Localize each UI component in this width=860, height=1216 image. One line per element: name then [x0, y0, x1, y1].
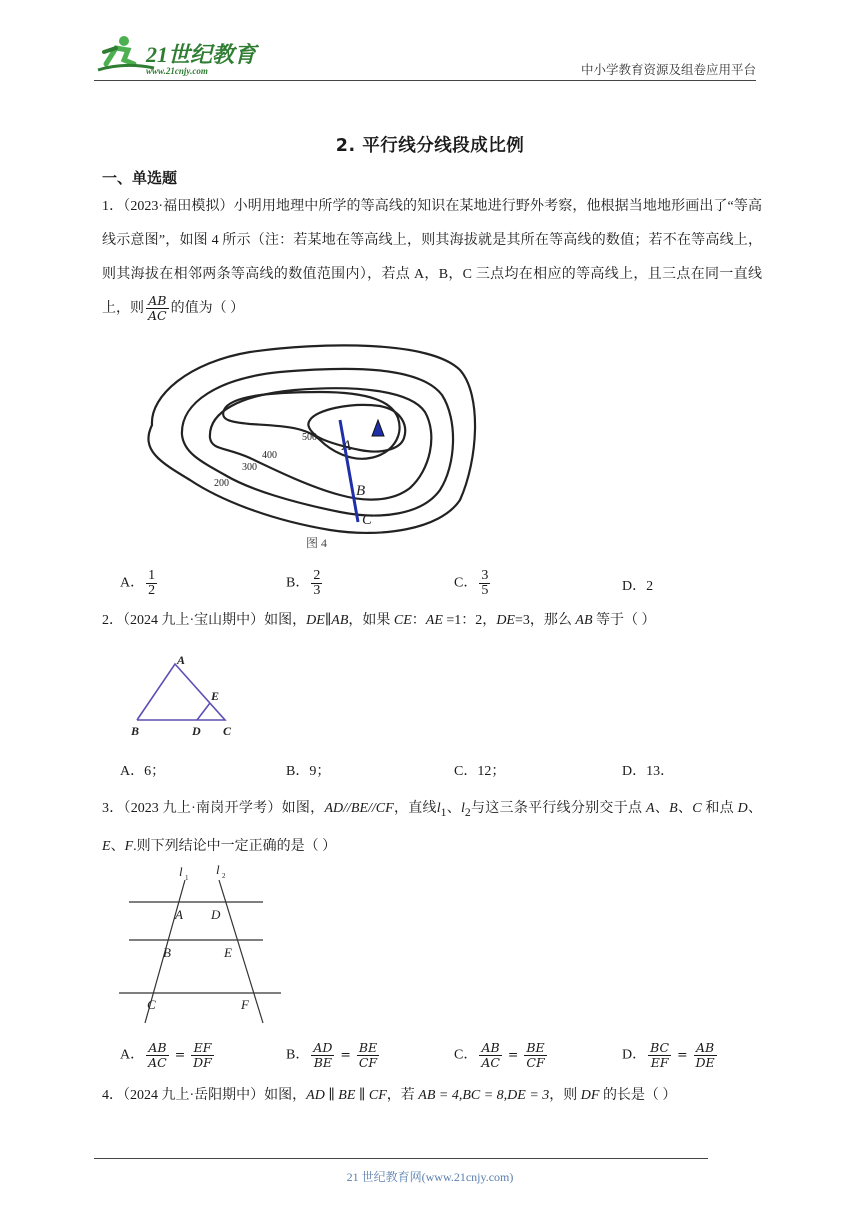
q1-option-c[interactable]: C． $\frac{3}{5}$ — [454, 568, 489, 598]
q2-option-b[interactable]: B．9； — [286, 764, 331, 779]
tri-label-e: E — [211, 689, 220, 703]
pt-label-b: B — [163, 945, 171, 960]
question-3-text: 3．（2023 九上·南岗开学考）如图，AD//BE//CF，直线$l_1$、$l_2$与这三条平行线分别交于点 A、B、C 和点 D、E、F.则下列结论中一定正确的是（ ） — [102, 801, 763, 854]
pt-label-e: E — [224, 945, 232, 960]
contour-map-figure — [130, 340, 510, 555]
line-label-l2-sub: 2 — [222, 872, 226, 880]
triangle-figure — [125, 650, 245, 742]
q1-option-a[interactable]: A． $\frac{1}{2}$ — [120, 568, 156, 598]
question-2-text: 2．（2024 九上·宝山期中）如图，DE∥AB，如果 CE：AE =1：2，DE=3，那么 AB 等于（ ） — [102, 613, 656, 628]
footer-link[interactable]: 21 世纪教育网(www.21cnjy.com) — [346, 1170, 514, 1184]
contour-label-200: 200 — [214, 478, 229, 489]
q3-option-d[interactable]: D． $\frac{BC}{EF}$ = $\frac{AB}{DE}$ — [622, 1040, 715, 1070]
q3-option-a[interactable]: A． $\frac{AB}{AC}$ = $\frac{EF}{DF}$ — [120, 1040, 212, 1070]
tri-label-b: B — [131, 724, 140, 738]
parallel-lines-figure — [115, 858, 285, 1028]
q2-option-a[interactable]: A．6； — [120, 764, 166, 779]
q2-option-c[interactable]: C．12； — [454, 764, 506, 779]
q3-option-c[interactable]: C． $\frac{AB}{AC}$ = $\frac{BE}{CF}$ — [454, 1040, 545, 1070]
figure-caption: 图 4 — [306, 536, 328, 550]
contour-label-400: 400 — [262, 450, 277, 461]
pt-label-f: F — [241, 997, 249, 1012]
line-label-l1-sub: 1 — [185, 874, 189, 882]
point-label-c: C — [362, 512, 373, 528]
fraction-ab-ac: $\frac{AB}{AC}$ — [148, 293, 167, 324]
line-label-l2: l — [216, 862, 220, 877]
tri-label-c: C — [223, 724, 232, 738]
footer-divider — [94, 1158, 708, 1159]
pt-label-a: A — [175, 907, 183, 922]
question-4-text: 4．（2024 九上·岳阳期中）如图，AD ∥ BE ∥ CF，若 AB = 4,BC = 8,DE = 3，则 DF 的长是（ ） — [102, 1088, 677, 1103]
pt-label-c: C — [147, 997, 156, 1012]
q2-option-d[interactable]: D．13． — [622, 764, 675, 779]
logo-url: www.21cnjy.com — [146, 66, 208, 76]
site-logo — [94, 34, 264, 78]
section-heading: 一、单选题 — [102, 169, 178, 187]
header-divider — [94, 80, 756, 81]
q1-option-b[interactable]: B． $\frac{2}{3}$ — [286, 568, 321, 598]
page-title: 2. 平行线分线段成比例 — [335, 136, 525, 156]
logo-text: 21世纪教育 — [146, 42, 257, 67]
pt-label-d: D — [211, 907, 221, 922]
runner-logo-icon — [94, 34, 264, 78]
point-label-a: A — [342, 438, 352, 454]
tri-label-d: D — [192, 724, 201, 738]
tri-label-a: A — [177, 653, 186, 667]
point-label-b: B — [356, 483, 366, 499]
contour-label-500: 500 — [302, 432, 317, 443]
question-1-text: 1．（2023·福田模拟）小明用地理中所学的等高线的知识在某地进行野外考察，他根据当地地形画出了“等高线示意图”，如图 4 所示（注：若某地在等高线上，则其海拔就是其所在等高线的数值；若不在等高线上，则其海拔在相邻两条等高线的数值范围内），若点 A，B，C 三点均在相应的等高线上，且三点在同一直线上，则 $\frac{AB}{AC}$ 的值为（ ） — [102, 199, 762, 324]
line-label-l1: l — [179, 864, 183, 879]
q3-option-b[interactable]: B． $\frac{AD}{BE}$ = $\frac{BE}{CF}$ — [286, 1040, 378, 1070]
header-platform-text: 中小学教育资源及组卷应用平台 — [580, 63, 756, 77]
contour-label-300: 300 — [242, 462, 257, 473]
q1-option-d[interactable]: D．2 — [622, 579, 654, 594]
